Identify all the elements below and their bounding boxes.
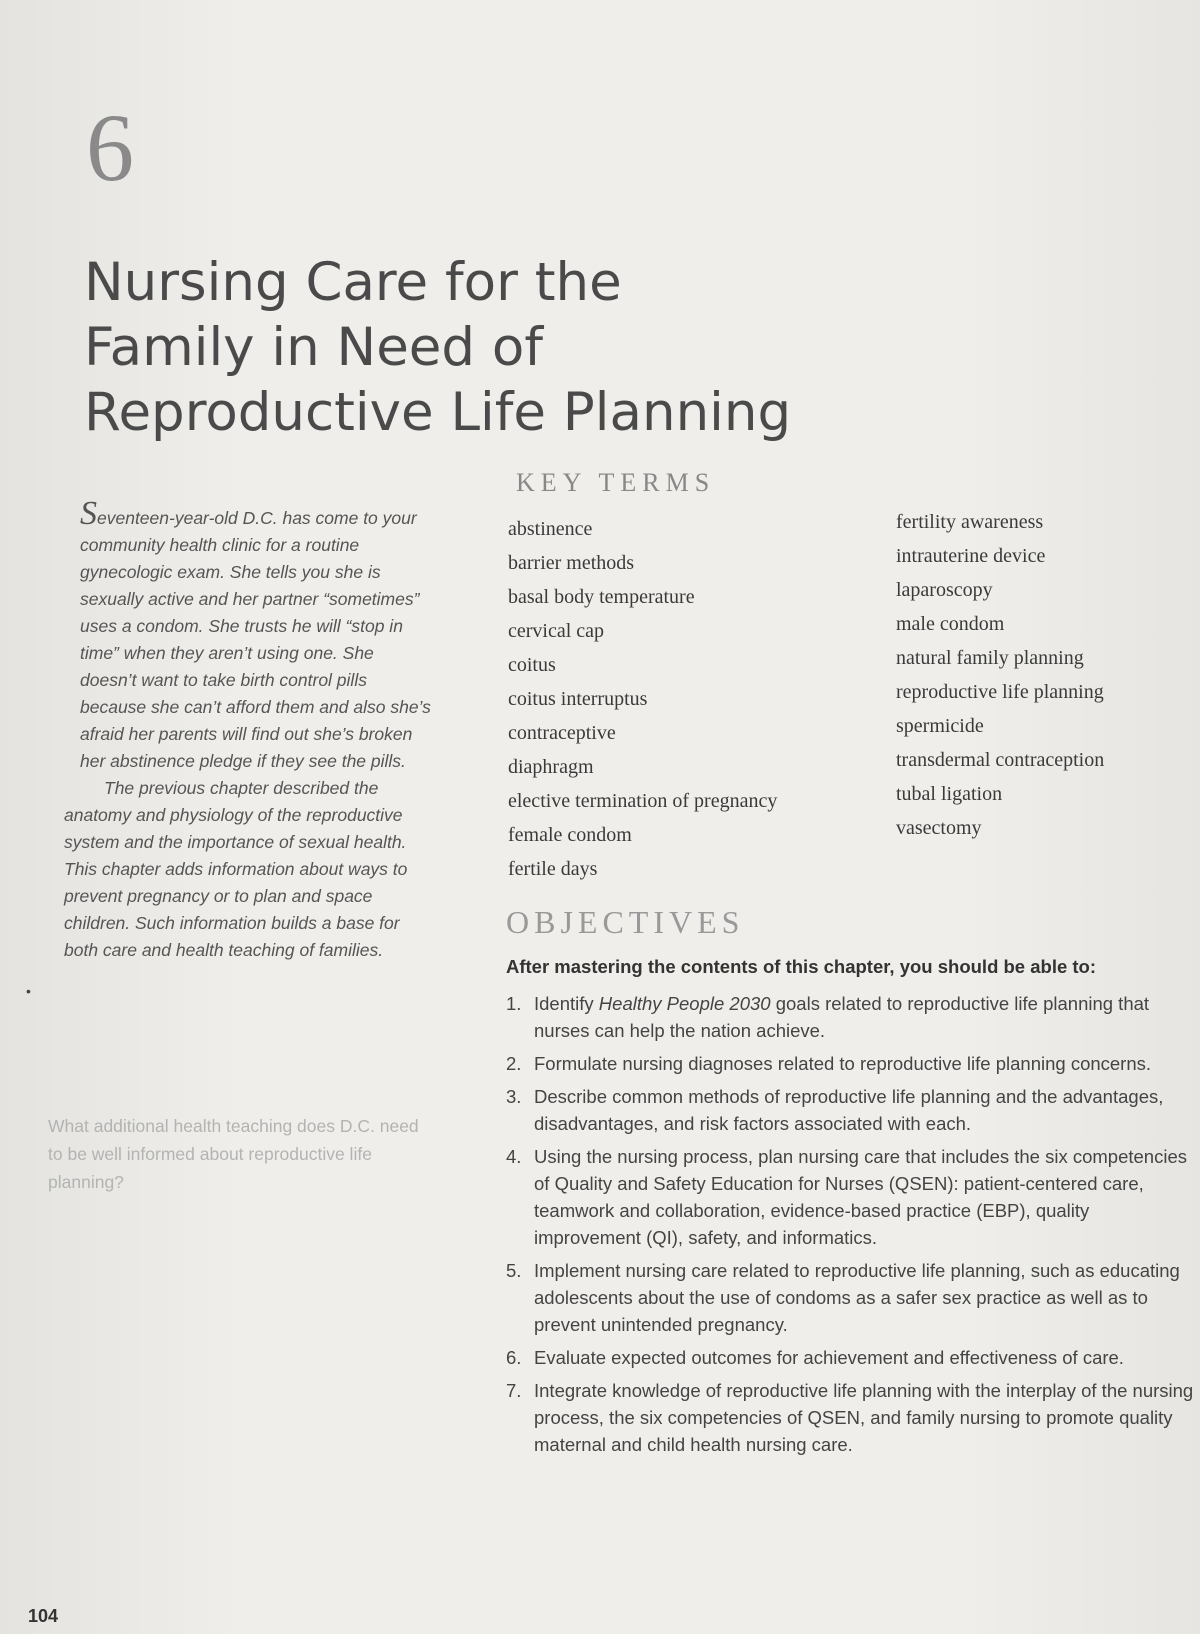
objectives-intro: After mastering the contents of this chapter, you should be able to: <box>506 956 1097 977</box>
key-term: natural family planning <box>896 647 1084 669</box>
chapter-title <box>84 250 984 445</box>
key-term: elective termination of pregnancy <box>508 790 778 812</box>
key-term: coitus <box>508 654 556 676</box>
key-term: spermicide <box>896 715 984 737</box>
key-term: contraceptive <box>508 722 616 744</box>
objective-number: 4. <box>506 1146 522 1167</box>
objective-item <box>506 990 1196 1044</box>
key-term: reproductive life planning <box>896 681 1104 703</box>
key-term: abstinence <box>508 518 593 540</box>
chapter-number: 6 <box>86 94 134 201</box>
key-term: basal body temperature <box>508 586 695 608</box>
objective-item <box>506 1050 1196 1077</box>
key-terms-right-column <box>896 505 1104 845</box>
drop-cap: S <box>80 495 97 532</box>
objective-text: goals related to reproductive life planning that nurses can help the nation achieve. <box>534 993 1150 1041</box>
key-term: fertile days <box>508 858 598 880</box>
objective-item <box>506 1143 1196 1251</box>
chapter-title-line: Family in Need of <box>84 317 543 378</box>
key-term: barrier methods <box>508 552 635 574</box>
vignette-question: What additional health teaching does D.C. need to be well informed about reproductive life planning? <box>48 1116 419 1192</box>
objective-text: Evaluate expected outcomes for achievement and effectiveness of care. <box>534 1347 1124 1368</box>
objective-text: Describe common methods of reproductive life planning and the advantages, disadvantages, and risk factors associated with each. <box>534 1086 1164 1134</box>
objective-item <box>506 1083 1196 1137</box>
key-term: tubal ligation <box>896 783 1003 805</box>
key-term: vasectomy <box>896 817 982 839</box>
key-terms-left-column <box>508 512 777 886</box>
objectives-heading: OBJECTIVES <box>506 904 745 940</box>
objective-text: Using the nursing process, plan nursing care that includes the six competencies of Quality and Safety Education for Nurses (QSEN): patient-centered care, teamwork and collaboration, evidence-based practice (EBP), quality improvement (QI), safety, and informatics. <box>534 1146 1187 1248</box>
objective-number: 7. <box>506 1380 522 1401</box>
vignette-paragraph-1-text: eventeen-year-old D.C. has come to your community health clinic for a routine gynecologic exam. She tells you she is sexually active and her partner “sometimes” uses a condom. She trusts he will “stop in time” when they aren’t using one. She doesn’t want to take birth control pills because she can’t afford them and also she’s afraid her parents will find out she’s broken her abstinence pledge if they see the pills. <box>80 508 431 771</box>
objective-number: 1. <box>506 993 522 1014</box>
objective-italic: Healthy People 2030 <box>598 993 771 1014</box>
vignette-paragraph-2: The previous chapter described the anatomy and physiology of the reproductive system and the importance of sexual health. This chapter adds information about ways to prevent pregnancy or to plan and space children. Such information builds a base for both care and health teaching of families. <box>64 778 408 960</box>
chapter-title-line: Nursing Care for the <box>84 252 622 313</box>
objective-text: Formulate nursing diagnoses related to reproductive life planning concerns. <box>534 1053 1152 1074</box>
objective-item <box>506 1344 1196 1371</box>
objective-text: Integrate knowledge of reproductive life planning with the interplay of the nursing process, the six competencies of QSEN, and family nursing to promote quality maternal and child health nursing care. <box>534 1380 1194 1455</box>
margin-dot: • <box>26 983 31 999</box>
chapter-title-line: Reproductive Life Planning <box>84 382 792 443</box>
case-vignette <box>52 495 432 964</box>
objectives-list <box>506 990 1196 1464</box>
key-term: transdermal contraception <box>896 749 1105 771</box>
objective-number: 3. <box>506 1086 522 1107</box>
key-term: fertility awareness <box>896 511 1044 533</box>
page-number: 104 <box>28 1606 59 1626</box>
key-terms-heading: KEY TERMS <box>516 468 716 497</box>
vignette-paragraph-1 <box>52 495 432 775</box>
key-term: female condom <box>508 824 632 846</box>
key-term: intrauterine device <box>896 545 1046 567</box>
objective-number: 2. <box>506 1053 522 1074</box>
key-term: diaphragm <box>508 756 594 778</box>
objective-number: 5. <box>506 1260 522 1281</box>
objective-text: Identify <box>534 993 599 1014</box>
key-term: cervical cap <box>508 620 605 642</box>
objective-number: 6. <box>506 1347 522 1368</box>
objective-item <box>506 1377 1196 1458</box>
objective-item <box>506 1257 1196 1338</box>
key-term: male condom <box>896 613 1005 635</box>
objective-text: Implement nursing care related to reproductive life planning, such as educating adolescents about the use of condoms as a safer sex practice as well as to prevent unintended pregnancy. <box>534 1260 1180 1335</box>
key-term: laparoscopy <box>896 579 993 601</box>
key-term: coitus interruptus <box>508 688 648 710</box>
